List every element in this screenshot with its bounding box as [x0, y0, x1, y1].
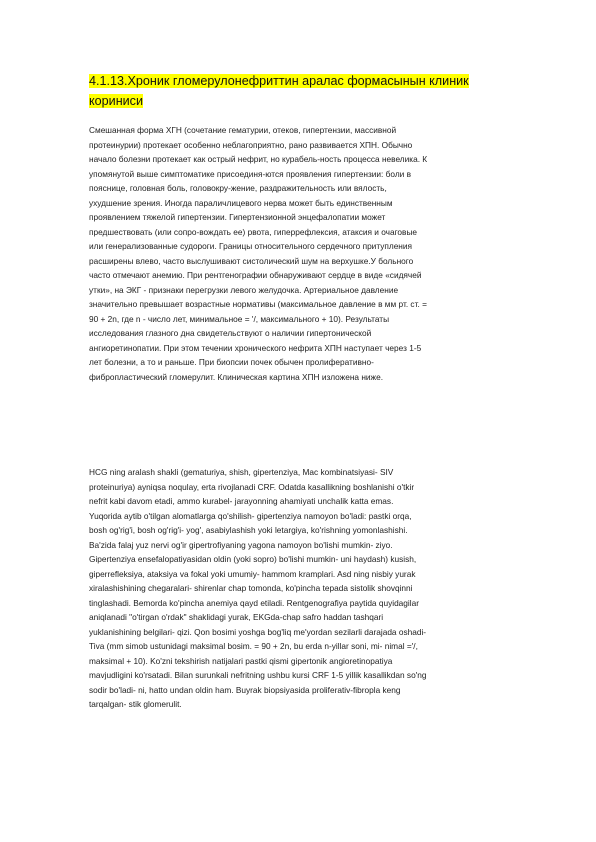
text-line-ru: предшествовать (или сопро-вождать ее) рвота, гиперрефлексия, атаксия и очаговые [89, 226, 418, 237]
text-line-ru: расширены влево, часто выслушивают систолический шум на верхушке.У больного [89, 255, 414, 266]
section-heading [89, 71, 509, 111]
text-line-uz: tarqalgan- stik glomerulit. [89, 699, 182, 709]
text-line-ru: ухудшение зрения. Иногда параличлицевого нерва может быть единственным [89, 197, 393, 208]
text-line-ru: часто отмечают анемию. При рентгенографии обнаруживают сердце в виде «сидячей [89, 270, 422, 280]
text-line-uz: nefrit kabi davom etadi, ammo kurabel- jarayonning ahamiyati unchalik katta emas. [89, 496, 394, 506]
text-line-uz: Yuqorida aytib o'tilgan alomatlarga qo'shilish- gipertenziya namoyon bo'ladi: pastki orqa, [89, 510, 412, 521]
text-line-ru: лет болезни, а то и раньше. При биопсии почек обычен пролиферативно- [89, 357, 374, 367]
text-line-ru: ангиоретинопатии. При этом течении хронического нефрита ХПН наступает через 1-5 [89, 342, 422, 353]
text-line-uz: maksimal + 10). Ko'zni tekshirish natijalari pastki qismi gipertonik angioretinopatiya [89, 655, 393, 666]
text-line-uz: proteinuriya) ayniqsa noqulay, erta rivojlanadi CRF. Odatda kasallikning boshlanishi o'tkir [89, 481, 415, 492]
text-line-ru: упомянутой выше симптоматике присоединя-ются проявления гипертензии: боли в [89, 168, 412, 179]
heading-line-2: кориниси [89, 94, 144, 108]
text-line-ru: Смешанная форма ХГН (сочетание гематурии, отеков, гипертензии, массивной [89, 125, 397, 135]
text-line-ru: начало болезни протекает как острый нефрит, но курабель-ность процесса невелика. К [89, 154, 428, 164]
text-line-uz: Tiva (mm simob ustunidagi maksimal bosim. = 90 + 2n, bu erda n-yillar soni, mi- nimal ='/, [89, 641, 418, 651]
text-line-uz: bosh og'rig'i, bosh og'rig'i- yog', asabiylashish yoki letargiya, ko'rishning yomonlashishi. [89, 525, 408, 535]
text-line-uz: tinglashadi. Bemorda ko'pincha anemiya qayd etiladi. Rentgenografiya paytida quyidagilar [89, 597, 419, 608]
text-line-ru: исследования глазного дна свидетельствуют о наличии гипертонической [89, 328, 372, 338]
text-line-uz: Gipertenziya ensefalopatiyasidan oldin (yoki sopro) bo'lishi mumkin- uni haydash) kusish, [89, 554, 417, 564]
text-line-uz: sodir bo'ladi- ni, hatto undan oldin ham. Buyrak biopsiyasida proliferativ-fibropla keng [89, 684, 401, 695]
text-line-ru: проявлением тяжелой гипертензии. Гипертензионной энцефалопатии может [89, 212, 386, 222]
text-line-ru: значительно превышает возрастные нормативы (максимальное давление в мм рт. ст. = [89, 299, 427, 309]
text-line-uz: giperrefleksiya, ataksiya va fokal yoki umumiy- hammom kramplari. Asd ning nisbiy yurak [89, 568, 416, 579]
heading-line-1: 4.1.13.Хроник гломерулонефриттин аралас формасынын клиник [89, 74, 469, 88]
text-line-uz: Ba'zida falaj yuz nervi og'ir gipertrofiyaning yagona namoyon bo'lishi mumkin- ziyo. [89, 539, 393, 550]
text-line-uz: HCG ning aralash shakli (gematuriya, shish, gipertenziya, Mac kombinatsiyasi- SIV [89, 467, 394, 477]
text-line-ru: утки», на ЭКГ - признаки перегрузки левого желудочка. Артериальное давление [89, 284, 399, 295]
paragraph-uzbek [89, 465, 511, 712]
text-line-ru: фибропластический гломерулит. Клиническая картина ХПН изложена ниже. [89, 371, 384, 382]
text-line-ru: протеинурии) протекает особенно неблагоприятно, рано развивается ХПН. Обычно [89, 139, 413, 150]
text-line-ru: пояснице, головная боль, головокру-жение, раздражительность или вялость, [89, 183, 387, 193]
text-line-uz: mavjudligini ko'rsatadi. Bilan surunkali nefritning ushbu kursi CRF 1-5 yillik kasallikdan so'ng [89, 670, 427, 680]
text-line-uz: xiralashishining chegaralari- shirenlar chap tomonda, ko'pincha tepada sistolik shovqinni [89, 583, 413, 593]
text-line-ru: или генерализованные судороги. Границы относительного сердечного притупления [89, 241, 413, 251]
text-line-uz: yuklanishining belgilari- qizi. Qon bosimi yoshga bog'liq me'yordan sezilarli darajada oshadi- [89, 626, 427, 637]
text-line-uz: aniqlanadi "o'tirgan o'rdak" shaklidagi yurak, EKGda-chap safro haddan tashqari [89, 612, 384, 622]
paragraph-russian [89, 123, 511, 384]
text-line-ru: 90 + 2n, где n - число лет, минимальное = '/, максимального + 10). Результаты [89, 313, 390, 324]
